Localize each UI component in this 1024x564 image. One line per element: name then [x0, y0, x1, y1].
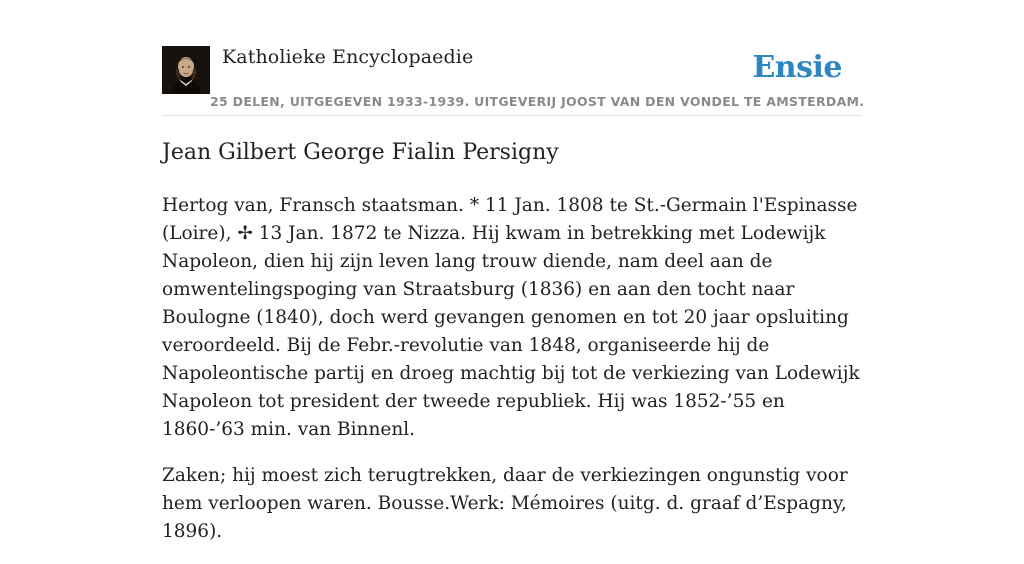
portrait-icon: [162, 46, 210, 94]
entry-body: [162, 192, 862, 564]
ensie-logo[interactable]: Ensie: [752, 50, 842, 85]
publication-avatar[interactable]: [162, 46, 210, 94]
header-divider: [162, 115, 862, 116]
entry-title: Jean Gilbert George Fialin Persigny: [162, 140, 559, 165]
publication-subtitle: 25 DELEN, UITGEGEVEN 1933-1939. UITGEVERIJ JOOST VAN DEN VONDEL TE AMSTERDAM.: [210, 94, 865, 109]
entry-paragraph: Hertog van, Fransch staatsman. * 11 Jan. 1808 te St.-Germain l'Espinasse (Loire), ✢ 13 Jan. 1872 te Nizza. Hij kwam in betrekking met Lodewijk Napoleon, dien hij zijn leven lang trouw diende, nam deel aan de omwentelingspoging van Straatsburg (1836) en aan den tocht naar Boulogne (1840), doch werd gevangen genomen en tot 20 jaar opsluiting veroordeeld. Bij de Febr.-revolutie van 1848, organiseerde hij de Napoleontische partij en droeg machtig bij tot de verkiezing van Lodewijk Napoleon tot president der tweede republiek. Hij was 1852-’55 en 1860-’63 min. van Binnenl.: [162, 195, 860, 440]
site-title[interactable]: Katholieke Encyclopaedie: [222, 46, 474, 68]
site-header: [162, 44, 865, 116]
entry-paragraph: Zaken; hij moest zich terugtrekken, daar de verkiezingen ongunstig voor hem verloopen waren. Bousse.Werk: Mémoires (uitg. d. graaf d’Espagny, 1896).: [162, 465, 848, 542]
